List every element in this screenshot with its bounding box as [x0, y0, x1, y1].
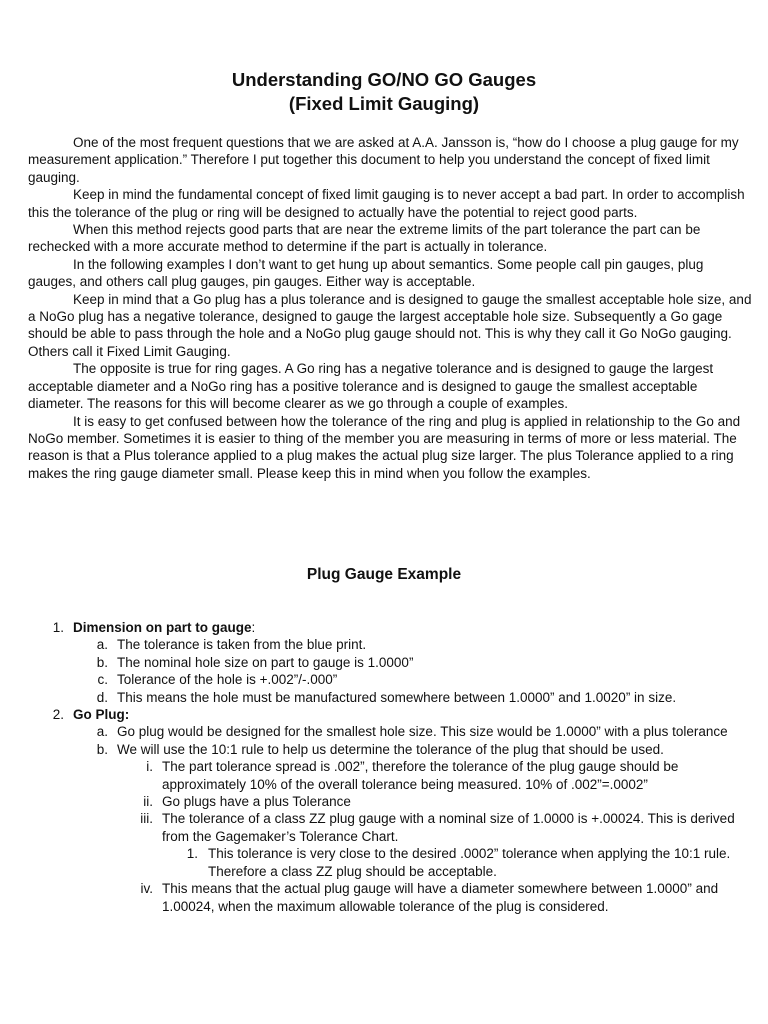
- nested-list-item: [0, 845, 768, 880]
- list-item-heading: Go Plug:: [73, 707, 130, 723]
- intro-paragraph: It is easy to get confused between how the tolerance of the ring and plug is applied in relationship to the Go and NoGo member. Sometimes it is easier to thing of the member you are measuring in terms of more or less material. The reason is that a Plus tolerance applied to a plug makes the actual plug size larger. The plus Tolerance applied to a ring makes the ring gauge diameter small. Please keep this in mind when you follow the examples.: [28, 413, 741, 481]
- sub-list-item: [0, 654, 768, 671]
- list-item: [0, 706, 768, 723]
- list-item-text: The tolerance of a class ZZ plug gauge with a nominal size of 1.0000 is +.00024. This is derived from the Gagemaker’s Tolerance Chart.: [162, 811, 735, 844]
- list-letter: a.: [96, 724, 108, 740]
- list-item-text: The part tolerance spread is .002”, therefore the tolerance of the plug gauge should be approximately 10% of the overall tolerance being measured. 10% of .002”=.0002”: [162, 759, 679, 792]
- list-item-heading: Dimension on part to gauge: [73, 620, 252, 635]
- list-letter: d.: [96, 689, 108, 705]
- roman-list-item: [0, 810, 768, 845]
- list-roman-numeral: ii.: [143, 794, 153, 810]
- document-title: Understanding GO/NO GO Gauges: [231, 69, 537, 90]
- roman-list-item: [0, 880, 768, 915]
- sub-list-item: [0, 671, 768, 688]
- list-item: [0, 619, 768, 636]
- section-heading: Plug Gauge Example: [306, 566, 462, 583]
- list-roman-numeral: i.: [146, 759, 153, 775]
- intro-paragraph: One of the most frequent questions that we are asked at A.A. Jansson is, “how do I choose a plug gauge for my measurement application.” Therefore I put together this document to help you understand the concept of fixed limit gauging.: [28, 135, 739, 185]
- list-item-text: This means the hole must be manufactured somewhere between 1.0000” and 1.0020” in size.: [117, 689, 677, 705]
- list-item-text: The tolerance is taken from the blue print.: [117, 637, 367, 653]
- intro-section: [28, 134, 752, 482]
- list-item-text: This means that the actual plug gauge will have a diameter somewhere between 1.0000” and 1.00024, when the maximum allowable tolerance of the plug is considered.: [162, 881, 719, 914]
- list-item-colon: :: [251, 620, 256, 635]
- list-item-text: This tolerance is very close to the desired .0002” tolerance when applying the 10:1 rule. Therefore a class ZZ plug should be acceptable.: [208, 846, 731, 879]
- list-letter: b.: [96, 654, 108, 670]
- list-number: 1.: [52, 620, 64, 635]
- intro-paragraph: Keep in mind that a Go plug has a plus tolerance and is designed to gauge the smallest acceptable hole size, and a NoGo plug has a negative tolerance, designed to gauge the largest acceptable hole size. Subsequently a Go gage should be able to pass through the hole and a NoGo plug gauge should not. This is why they call it Go NoGo gauging. Others call it Fixed Limit Gauging.: [28, 291, 752, 359]
- list-roman-numeral: iv.: [140, 881, 153, 897]
- plug-gauge-list: [0, 619, 768, 915]
- list-item-text: Go plugs have a plus Tolerance: [162, 794, 351, 810]
- sub-list-item: [0, 636, 768, 653]
- list-item-text: Tolerance of the hole is +.002”/-.000”: [117, 672, 338, 688]
- list-letter: b.: [96, 741, 108, 757]
- list-item-text: We will use the 10:1 rule to help us determine the tolerance of the plug that should be used.: [117, 741, 664, 757]
- list-item-text: Go plug would be designed for the smallest hole size. This size would be 1.0000” with a plus tolerance: [117, 724, 728, 740]
- sub-list-item: [0, 723, 768, 740]
- intro-paragraph: Keep in mind the fundamental concept of fixed limit gauging is to never accept a bad part. In order to accomplish this the tolerance of the plug or ring will be designed to actually have the potential to reject good parts.: [28, 187, 745, 220]
- list-letter: c.: [97, 672, 108, 688]
- sub-list-item: [0, 741, 768, 758]
- intro-paragraph: In the following examples I don’t want to get hung up about semantics. Some people call pin gauges, plug gauges, and others call plug gauges, pin gauges. Either way is acceptable.: [28, 256, 704, 290]
- document-subtitle: (Fixed Limit Gauging): [288, 93, 480, 114]
- roman-list-item: [0, 758, 768, 793]
- list-number: 1.: [186, 846, 198, 862]
- sub-list-item: [0, 689, 768, 706]
- intro-paragraph: When this method rejects good parts that are near the extreme limits of the part tolerance the part can be rechecked with a more accurate method to determine if the part is actually in tolerance.: [28, 222, 701, 255]
- list-item-text: The nominal hole size on part to gauge is 1.0000”: [117, 654, 414, 670]
- roman-list-item: [0, 793, 768, 810]
- list-number: 2.: [52, 707, 64, 723]
- intro-paragraph: The opposite is true for ring gages. A Go ring has a negative tolerance and is designed to gauge the largest acceptable diameter and a NoGo ring has a positive tolerance and is designed to gauge the smallest acceptable diameter. The reasons for this will become clearer as we go through a couple of examples.: [28, 361, 714, 412]
- list-roman-numeral: iii.: [140, 811, 153, 827]
- list-letter: a.: [96, 637, 108, 653]
